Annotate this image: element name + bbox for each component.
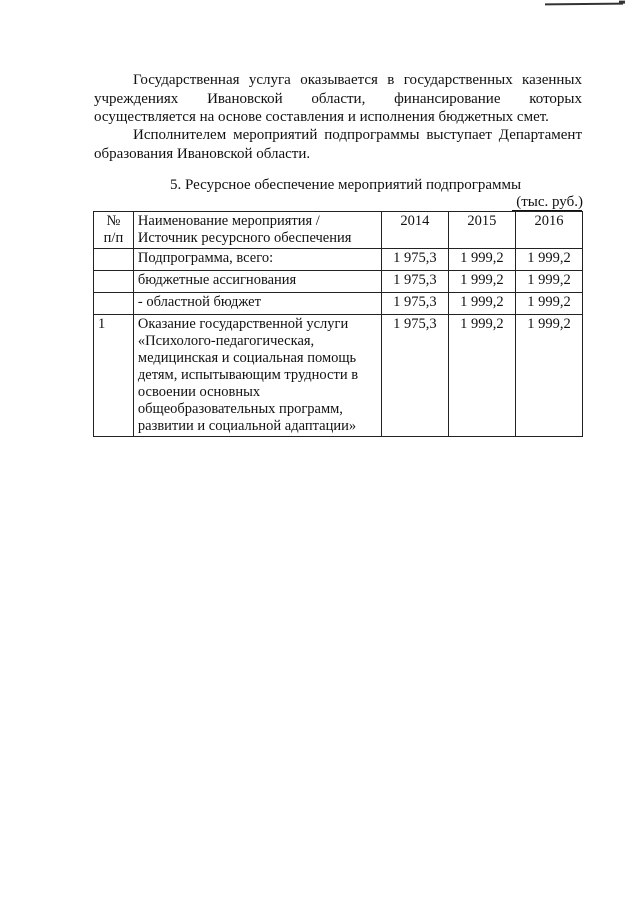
header-year-2016: 2016 (515, 212, 582, 249)
table-header-row (94, 212, 583, 249)
cell-2015: 1 999,2 (448, 271, 515, 293)
cell-name: Подпрограмма, всего: (133, 249, 381, 271)
table-row (94, 271, 583, 293)
cell-name (133, 315, 381, 437)
cell-2016: 1 999,2 (515, 315, 582, 437)
cell-name-line: освоении основных (137, 384, 261, 400)
cell-name-line: «Психолого-педагогическая, (137, 333, 315, 349)
cell-2015: 1 999,2 (448, 293, 515, 315)
table-row (94, 315, 583, 437)
header-year-2015: 2015 (448, 212, 515, 249)
cell-number (94, 271, 134, 293)
cell-name-line: развитии и социальной адаптации» (137, 418, 357, 434)
header-name (133, 212, 381, 249)
paragraph-line: Государственная услуга оказывается в государственных казенных (133, 72, 582, 88)
paragraph-service (94, 71, 582, 127)
cell-name-line: общеобразовательных программ, (137, 401, 343, 417)
word: финансирование (394, 90, 501, 107)
cell-2014: 1 975,3 (381, 315, 448, 437)
cell-2015: 1 999,2 (448, 315, 515, 437)
resource-table (93, 211, 583, 437)
word: учреждениях (94, 90, 179, 107)
word: которых (529, 90, 582, 107)
cell-name-line: детям, испытывающим трудности в (137, 367, 359, 383)
paragraph-line: образования Ивановской области. (94, 145, 311, 162)
cell-number: 1 (94, 315, 134, 437)
scan-mark (545, 3, 623, 6)
paragraph-line: Исполнителем мероприятий подпрограммы выступает Департамент (133, 127, 582, 143)
cell-name: бюджетные ассигнования (133, 271, 381, 293)
cell-2016: 1 999,2 (515, 293, 582, 315)
cell-name-line: медицинская и социальная помощь (137, 350, 357, 366)
word: области, (311, 90, 366, 107)
cell-2016: 1 999,2 (515, 249, 582, 271)
header-name-line: Источник ресурсного обеспечения (137, 230, 352, 246)
cell-number (94, 293, 134, 315)
cell-name: - областной бюджет (133, 293, 381, 315)
paragraph-executor (94, 126, 582, 163)
cell-2015: 1 999,2 (448, 249, 515, 271)
paragraph-line-spread (94, 90, 582, 109)
cell-name-line: Оказание государственной услуги (137, 316, 349, 332)
header-name-line: Наименование мероприятия / (137, 213, 320, 229)
header-number (94, 212, 134, 249)
cell-number (94, 249, 134, 271)
table-row (94, 293, 583, 315)
section-title: 5. Ресурсное обеспечение мероприятий подпрограммы (170, 177, 522, 193)
header-year-2014: 2014 (381, 212, 448, 249)
header-number-line: № (106, 213, 121, 229)
cell-2014: 1 975,3 (381, 271, 448, 293)
cell-2014: 1 975,3 (381, 293, 448, 315)
cell-2016: 1 999,2 (515, 271, 582, 293)
header-number-line: п/п (103, 230, 124, 246)
cell-2014: 1 975,3 (381, 249, 448, 271)
units-label: (тыс. руб.) (516, 194, 583, 210)
word: Ивановской (207, 90, 283, 107)
paragraph-line: осуществляется на основе составления и исполнения бюджетных смет. (94, 109, 549, 125)
table-row (94, 249, 583, 271)
